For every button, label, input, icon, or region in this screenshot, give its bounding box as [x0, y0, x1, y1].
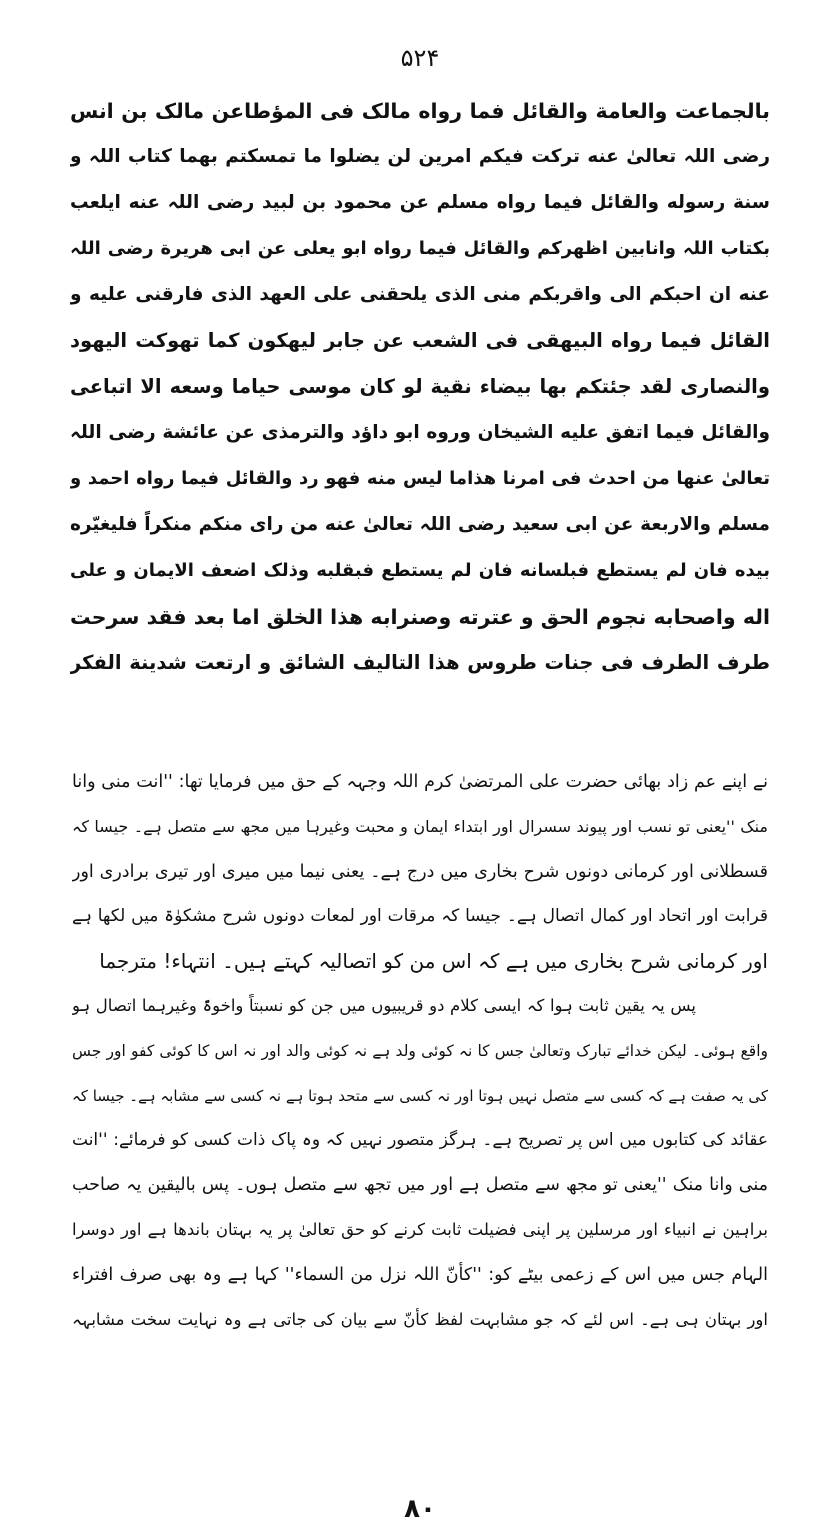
urdu-line: منی وانا منک ''یعنی تو مجھ سے متصل ہے اور میں تجھ سے متصل ہوں۔ پس بالیقین یہ صاحب: [72, 1175, 768, 1196]
arabic-line: بیده فان لم یستطع فبلسانه فان لم یستطع فبقلبه وذلک اضعف الایمان و علی: [70, 560, 770, 581]
arabic-line: بالجماعت والعامة والقائل فما رواه مالک فی المؤطاعن مالک بن انس: [70, 99, 770, 123]
urdu-line: اور کرمانی شرح بخاری میں ہے کہ اس من کو اتصالیہ کہتے ہیں۔ انتہاء! مترجما: [99, 949, 768, 974]
arabic-line: رضی اللہ تعالیٰ عنه تركت فیكم امرین لن یضلوا ما تمسكتم بهما كتاب اللہ و: [70, 146, 770, 167]
arabic-line: عنه ان احبكم الی واقربكم منی الذی یلحقنی علی العهد الذی فارقنی علیه و: [70, 284, 770, 305]
arabic-line: اله واصحابه نجوم الحق و عترته وصنرابه هذا الخلق اما بعد فقد سرحت: [70, 605, 770, 629]
arabic-line: طرف الطرف فی جنات طروس هذا التالیف الشائق و ارتعت شدینة الفكر: [70, 651, 770, 674]
urdu-translation-block: [72, 760, 768, 1342]
arabic-line: مسلم والاربعة عن ابی سعید رضی اللہ تعالیٰ عنه من رای منكم منكراً فلیغیّره: [70, 514, 770, 535]
bottom-page-number: ۸۰: [404, 1494, 436, 1524]
arabic-line: والقائل فیما اتفق علیه الشیخان وروه ابو داؤد والترمذی عن عائشة رضی اللہ: [70, 422, 770, 443]
urdu-line: اور بہتان ہی ہے۔ اس لئے کہ جو مشابہت لفظ کأنّ سے بیان کی جاتی ہے وہ نہایت سخت مشابہہ: [72, 1309, 768, 1329]
urdu-line: قرابت اور اتحاد اور کمال اتصال ہے۔ جیسا کہ مرقات اور لمعات دونوں شرح مشکوٰۃ میں لکھا ہے: [72, 906, 768, 927]
urdu-line: نے اپنے عم زاد بھائی حضرت علی المرتضیٰ کرم اللہ وجہہ کے حق میں فرمایا تھا: ''انت منی وانا: [72, 772, 768, 792]
top-page-number: ۵۲۴: [400, 44, 440, 72]
arabic-line: بكتاب اللہ وانابین اظهركم والقائل فیما رواه ابو یعلی عن ابی هریرة رضی اللہ: [70, 238, 770, 259]
urdu-line: براہین نے انبیاء اور مرسلین پر اپنی فضیلت ثابت کرنے کو حق تعالیٰ پر یہ بہتان باندھا ہے اور دوسرا: [72, 1219, 768, 1239]
urdu-line: عقائد کی کتابوں میں اس پر تصریح ہے۔ ہرگز متصور نہیں کہ وہ پاک ذات کسی کو فرمائے: ''انت: [72, 1130, 768, 1151]
arabic-line: تعالیٰ عنها من احدث فی امرنا هذاما لیس منه فهو رد والقائل فیما رواه احمد و: [70, 468, 770, 489]
urdu-line: قسطلانی اور کرمانی دونوں شرح بخاری میں درج ہے۔ یعنی نیما میں میری اور تیری برادری اور: [72, 861, 768, 882]
arabic-line: القائل فیما رواه البیهقی فی الشعب عن جابر لیهکون کما تهوکت الیهود: [70, 329, 770, 352]
urdu-line: کی یہ صفت ہے کہ کسی سے متصل نہیں ہوتا اور نہ کسی سے متحد ہوتا ہے نہ کسی سے مشابہ ہے۔ جیسا کہ: [72, 1086, 768, 1105]
urdu-line: الہام جس میں اس کے زعمی بیٹے کو: ''کأنّ اللہ نزل من السماء'' کہا ہے وہ بھی صرف افتراء: [72, 1264, 768, 1285]
arabic-text-block: [70, 88, 770, 686]
urdu-line: پس یہ یقین ثابت ہوا کہ ایسی کلام دو قریبیوں میں جن کو نسبتاً واخوۃً وغیرہما اتصال ہو: [72, 995, 696, 1015]
urdu-line: منک ''یعنی تو نسب اور پیوند سسرال اور ابتداء ایمان و محبت وغیرہا میں مجھ سے متصل ہے۔ جیسا کہ: [72, 816, 768, 836]
arabic-line: والنصاری لقد جئتكم بها بیضاء نقیة لو كان موسی حیاما وسعه الا اتباعی: [70, 375, 770, 398]
urdu-line: واقع ہوئی۔ لیکن خدائے تبارک وتعالیٰ جس کا نہ کوئی ولد ہے نہ کوئی والد اور نہ اس کا کوئی کفو اور جس: [72, 1041, 768, 1060]
arabic-line: سنة رسوله والقائل فیما رواه مسلم عن محمود بن لبید رضی اللہ عنه ایلعب: [70, 192, 770, 213]
